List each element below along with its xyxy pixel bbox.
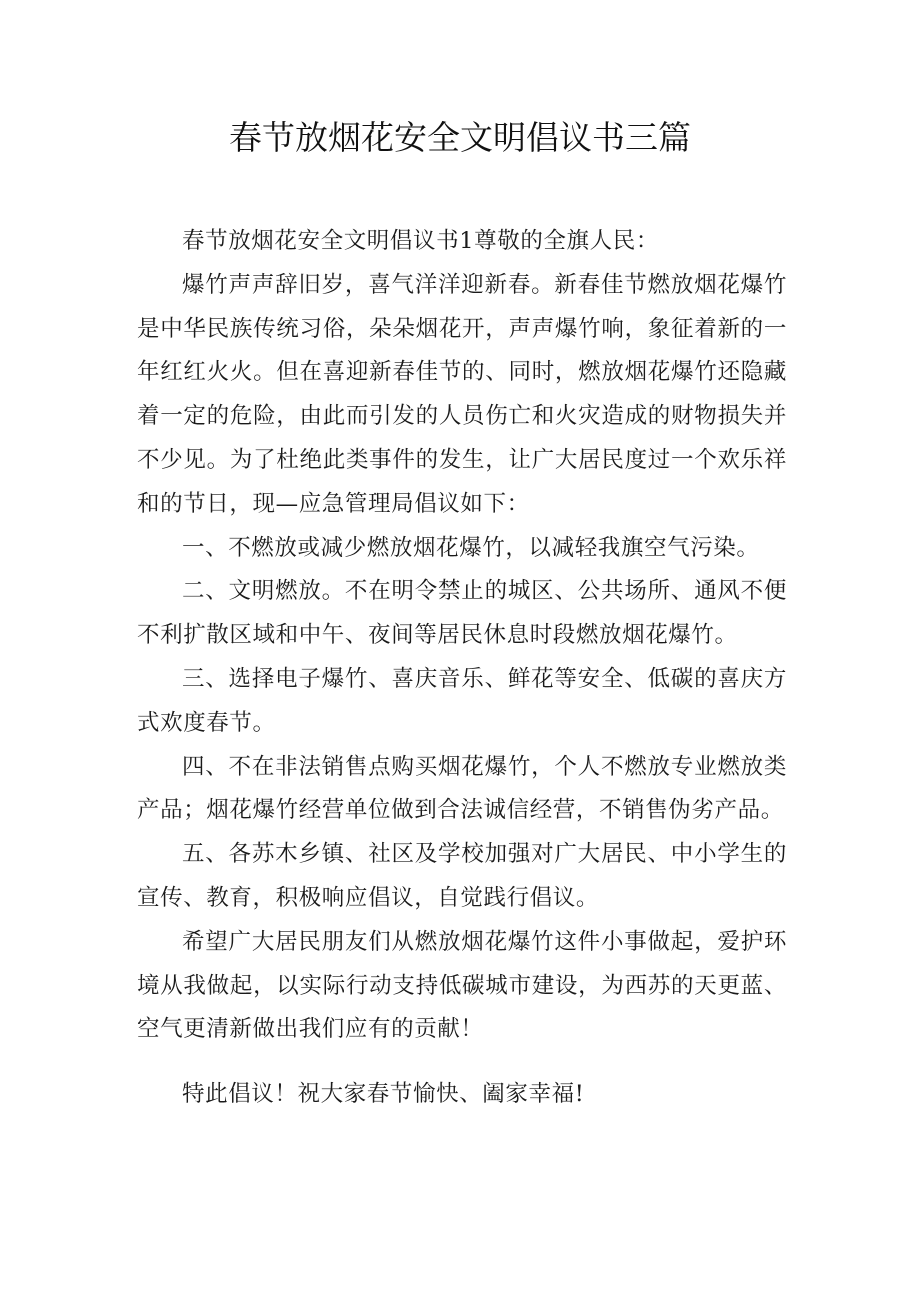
document-title: 春节放烟花安全文明倡议书三篇 (229, 118, 691, 157)
proposal-item-5: 五、各苏木乡镇、社区及学校加强对广大居民、中小学生的宣传、教育，积极响应倡议，自觉践行倡议。 (137, 841, 787, 911)
intro-paragraph: 爆竹声声辞旧岁，喜气洋洋迎新春。新春佳节燃放烟花爆竹是中华民族传统习俗，朵朵烟花开，声声爆竹响，象征着新的一年红红火火。但在喜迎新春佳节的、同时，燃放烟花爆竹还隐藏着一定的危险，由此而引发的人员伤亡和火灾造成的财物损失并不少见。为了杜绝此类事件的发生，让广大居民度过一个欢乐祥和的节日，现—应急管理局倡议如下： (137, 271, 787, 517)
closing-paragraph: 特此倡议！祝大家春节愉快、阖家幸福! (182, 1081, 585, 1108)
hope-paragraph: 希望广大居民朋友们从燃放烟花爆竹这件小事做起，爱护环境从我做起，以实际行动支持低碳城市建设，为西苏的天更蓝、空气更清新做出我们应有的贡献！ (137, 928, 787, 1043)
document-body (137, 220, 787, 1117)
proposal-item-2: 二、文明燃放。不在明令禁止的城区、公共场所、通风不便不利扩散区域和中午、夜间等居民休息时段燃放烟花爆竹。 (137, 578, 787, 649)
salutation-paragraph: 春节放烟花安全文明倡议书1尊敬的全旗人民： (182, 228, 659, 254)
proposal-item-3: 三、选择电子爆竹、喜庆音乐、鲜花等安全、低碳的喜庆方式欢度春节。 (137, 665, 787, 736)
proposal-item-4: 四、不在非法销售点购买烟花爆竹，个人不燃放专业燃放类产品；烟花爆竹经营单位做到合法诚信经营，不销售伪劣产品。 (137, 753, 787, 824)
proposal-item-1: 一、不燃放或减少燃放烟花爆竹，以减轻我旗空气污染。 (182, 534, 760, 561)
